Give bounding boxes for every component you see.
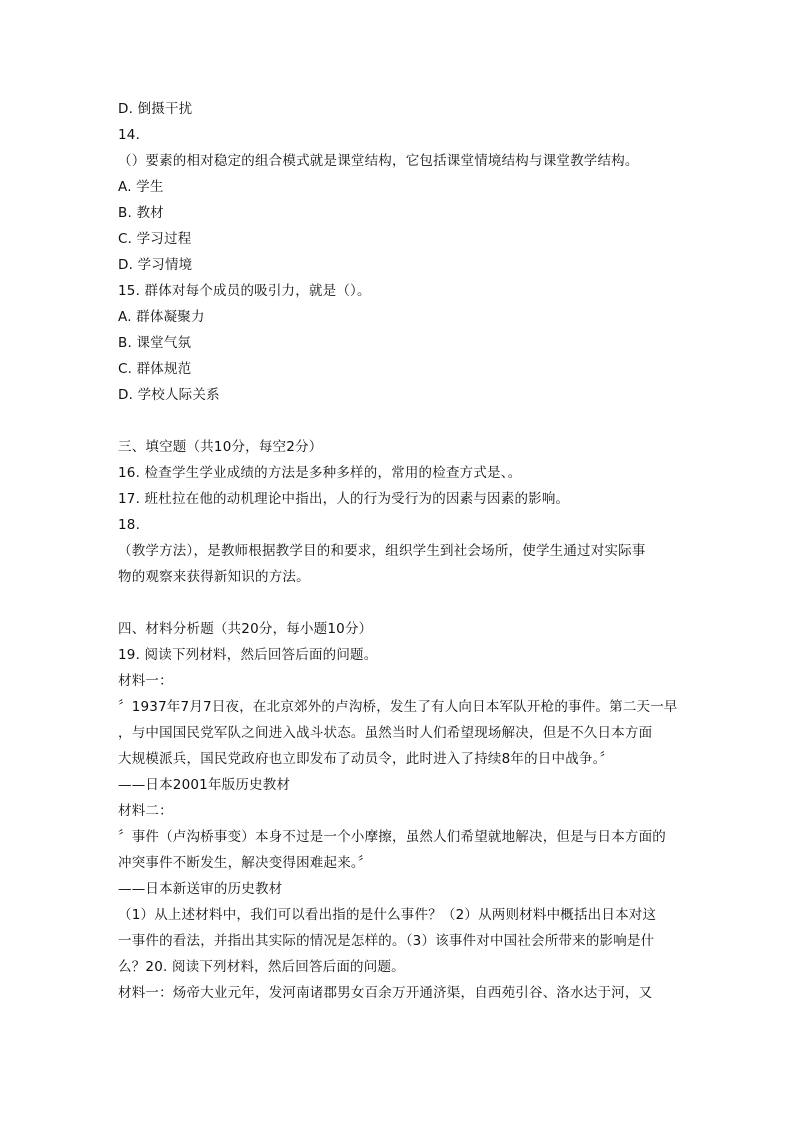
blank-line (118, 590, 698, 616)
text-line: ，与中国国民党军队之间进入战斗状态。虽然当时人们希望现场解决，但是不久日本方面 (118, 725, 653, 741)
text-line: 材料一： (118, 673, 173, 689)
document-page (118, 96, 698, 1006)
text-line: （1）从上述材料中，我们可以看出指的是什么事件？（2）从两则材料中概括出日本对这 (118, 907, 657, 923)
text-line: C. 学习过程 (118, 231, 192, 247)
text-line: ——日本新送审的历史教材 (118, 881, 283, 897)
text-line: 17. 班杜拉在他的动机理论中指出，人的行为受行为的因素与因素的影响。 (118, 491, 570, 507)
text-line: 材料一：炀帝大业元年，发河南诸郡男女百余万开通济渠，自西苑引谷、洛水达于河，又 (118, 985, 653, 1001)
text-line: ——日本2001年版历史教材 (118, 777, 291, 793)
text-line: A. 学生 (118, 179, 164, 195)
text-line: 大规模派兵，国民党政府也立即发布了动员令，此时进入了持续8年的日中战争。〞 (118, 751, 614, 767)
text-line: 14. (118, 127, 141, 143)
text-line: （教学方法），是教师根据教学目的和要求，组织学生到社会场所，使学生通过对实际事 (118, 543, 646, 559)
text-line: 15. 群体对每个成员的吸引力，就是（）。 (118, 283, 371, 299)
blank-line (118, 408, 698, 434)
text-line: 16. 检查学生学业成绩的方法是多种多样的，常用的检查方式是、。 (118, 465, 522, 481)
text-line: D. 学习情境 (118, 257, 193, 273)
text-line: C. 群体规范 (118, 361, 192, 377)
text-line: B. 课堂气氛 (118, 335, 192, 351)
text-line: A. 群体凝聚力 (118, 309, 205, 325)
text-line: 材料二： (118, 803, 173, 819)
text-line: 19. 阅读下列材料，然后回答后面的问题。 (118, 647, 378, 663)
text-line: D. 学校人际关系 (118, 387, 220, 403)
text-line: 18. (118, 517, 141, 533)
text-line: 〞1937年7月7日夜，在北京郊外的卢沟桥，发生了有人向日本军队开枪的事件。第二天一早 (118, 699, 678, 715)
text-line: （）要素的相对稳定的组合模式就是课堂结构，它包括课堂情境结构与课堂教学结构。 (118, 153, 639, 169)
text-line: 三、填空题（共10分，每空2分） (118, 439, 323, 455)
text-line: B. 教材 (118, 205, 164, 221)
text-line: 一事件的看法，并指出其实际的情况是怎样的。（3）该事件对中国社会所带来的影响是什 (118, 933, 655, 949)
text-line: 物的观察来获得新知识的方法。 (118, 569, 310, 585)
text-line: D. 倒摄干扰 (118, 101, 193, 117)
text-line: 冲突事件不断发生，解决变得困难起来。〞 (118, 855, 372, 871)
text-line: 〞事件（卢沟桥事变）本身不过是一个小摩擦，虽然人们希望就地解决，但是与日本方面的 (118, 829, 666, 845)
text-line: 么？20. 阅读下列材料，然后回答后面的问题。 (118, 959, 405, 975)
text-line: 四、材料分析题（共20分，每小题10分） (118, 621, 373, 637)
